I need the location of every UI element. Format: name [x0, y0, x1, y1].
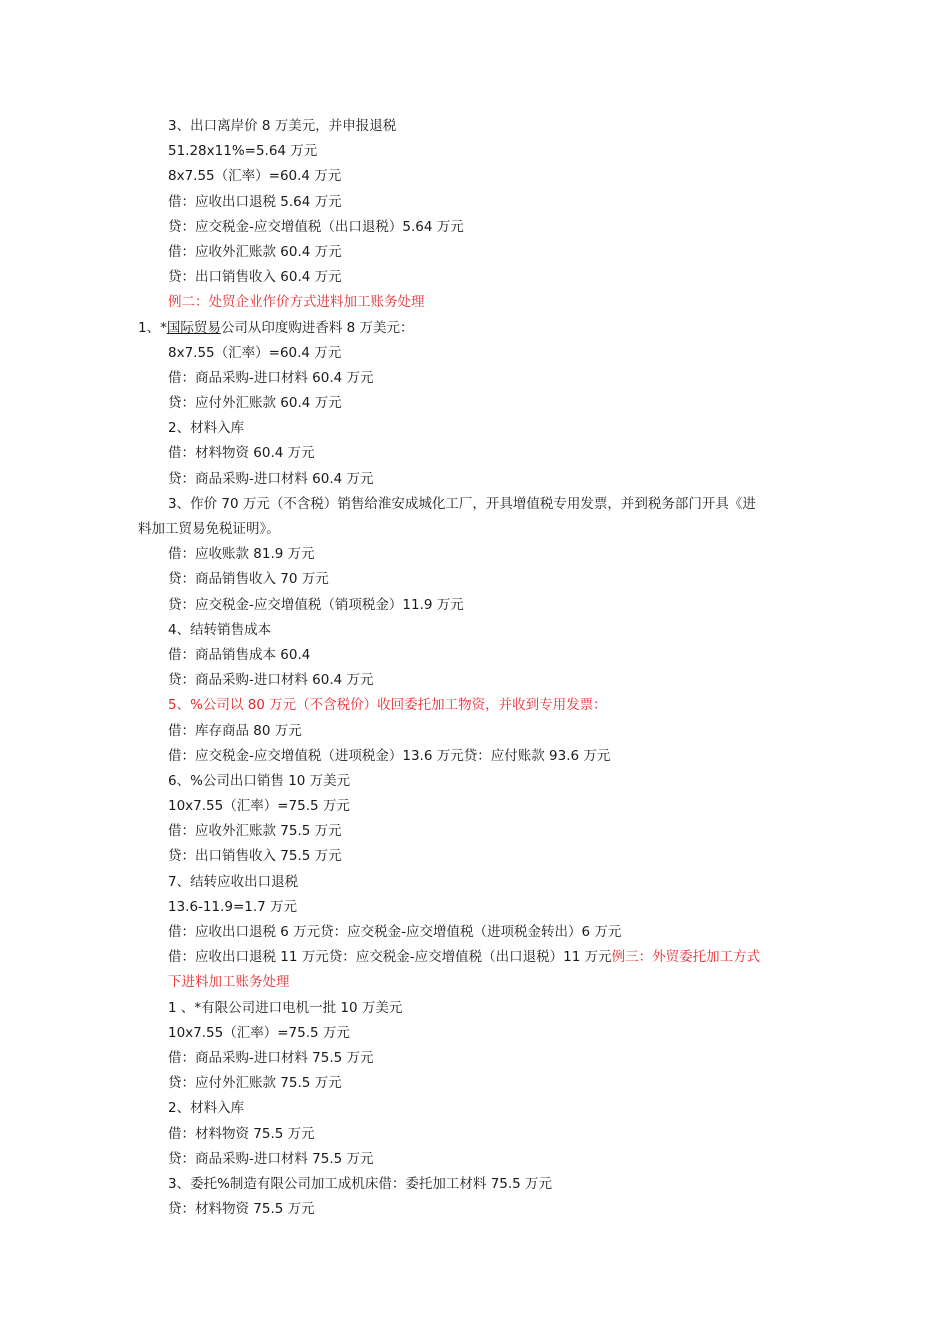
text-line: 借：商品采购-进口材料 75.5 万元 [168, 1049, 374, 1066]
text-line: 借：应交税金-应交增值税（进项税金）13.6 万元贷：应付账款 93.6 万元 [168, 747, 611, 764]
text-line: 2、材料入库 [168, 1100, 245, 1117]
text-line: 3、出口离岸价 8 万美元，并申报退税 [168, 118, 397, 134]
text-line: 7、结转应收出口退税 [168, 873, 299, 890]
text-line: 10x7.55（汇率）=75.5 万元 [168, 1024, 350, 1041]
text-line: 13.6-11.9=1.7 万元 [168, 898, 298, 915]
text-line: 贷：应交税金-应交增值税（销项税金）11.9 万元 [168, 596, 464, 613]
text-line: 借：应收外汇账款 60.4 万元 [168, 243, 342, 260]
text-line: 借：应收出口退税 6 万元贷：应交税金-应交增值税（进项税金转出）6 万元 [168, 924, 622, 940]
text-line: 8x7.55（汇率）=60.4 万元 [168, 168, 342, 185]
text-line: 3、委托%制造有限公司加工成机床借：委托加工材料 75.5 万元 [168, 1175, 553, 1192]
document-page [0, 114, 950, 1222]
text-line: 3、作价 70 万元（不含税）销售给淮安成城化工厂，开具增值税专用发票，并到税务部门开具《进 [168, 495, 756, 512]
text-line: 借：材料物资 60.4 万元 [168, 445, 315, 462]
text-line: 料加工贸易免税证明》。 [138, 521, 280, 537]
text-line: 贷：商品采购-进口材料 60.4 万元 [168, 672, 374, 689]
text-line: 8x7.55（汇率）=60.4 万元 [168, 344, 342, 361]
example-heading: 例三：外贸委托加工方式 [611, 949, 761, 966]
text-line: 借：应收出口退税 5.64 万元 [168, 193, 342, 210]
international-trade-link[interactable]: 国际贸易 [166, 319, 221, 336]
text-line [0, 316, 950, 341]
text-line: 10x7.55（汇率）=75.5 万元 [168, 798, 350, 815]
text-line-prefix: 借：应收出口退税 11 万元贷：应交税金-应交增值税（出口退税）11 万元 [168, 949, 612, 966]
text-line: 借：商品采购-进口材料 60.4 万元 [168, 369, 374, 386]
highlighted-line: 5、%公司以 80 万元（不含税价）收回委托加工物资，并收到专用发票： [168, 697, 607, 714]
example-heading-continued: 下进料加工账务处理 [168, 974, 290, 991]
example-heading: 例二：处贸企业作价方式进料加工账务处理 [168, 294, 425, 311]
text-line: 借：应收账款 81.9 万元 [168, 546, 315, 563]
text-line: 2、材料入库 [168, 420, 245, 437]
text-line-suffix: 公司从印度购进香料 8 万美元： [220, 319, 414, 336]
text-line: 借：应收外汇账款 75.5 万元 [168, 823, 342, 840]
text-line: 贷：应付外汇账款 60.4 万元 [168, 395, 342, 412]
text-line: 贷：出口销售收入 75.5 万元 [168, 848, 342, 865]
text-line: 贷：商品采购-进口材料 60.4 万元 [168, 470, 374, 487]
text-line: 借：商品销售成本 60.4 [168, 646, 311, 663]
text-line: 贷：应付外汇账款 75.5 万元 [168, 1075, 342, 1092]
text-line: 1 、*有限公司进口电机一批 10 万美元 [168, 999, 403, 1016]
text-line: 贷：商品采购-进口材料 75.5 万元 [168, 1150, 374, 1167]
text-line: 贷：商品销售收入 70 万元 [168, 571, 329, 588]
text-line: 贷：材料物资 75.5 万元 [168, 1201, 315, 1218]
text-line-prefix: 1、* [138, 319, 167, 336]
text-line: 借：库存商品 80 万元 [168, 722, 302, 739]
text-line: 6、%公司出口销售 10 万美元 [168, 772, 351, 789]
text-line: 4、结转销售成本 [168, 621, 272, 638]
text-line: 借：材料物资 75.5 万元 [168, 1125, 315, 1142]
text-line [0, 945, 950, 970]
text-line: 贷：出口销售收入 60.4 万元 [168, 269, 342, 286]
text-line: 贷：应交税金-应交增值税（出口退税）5.64 万元 [168, 218, 464, 235]
text-line: 51.28x11%=5.64 万元 [168, 143, 318, 160]
